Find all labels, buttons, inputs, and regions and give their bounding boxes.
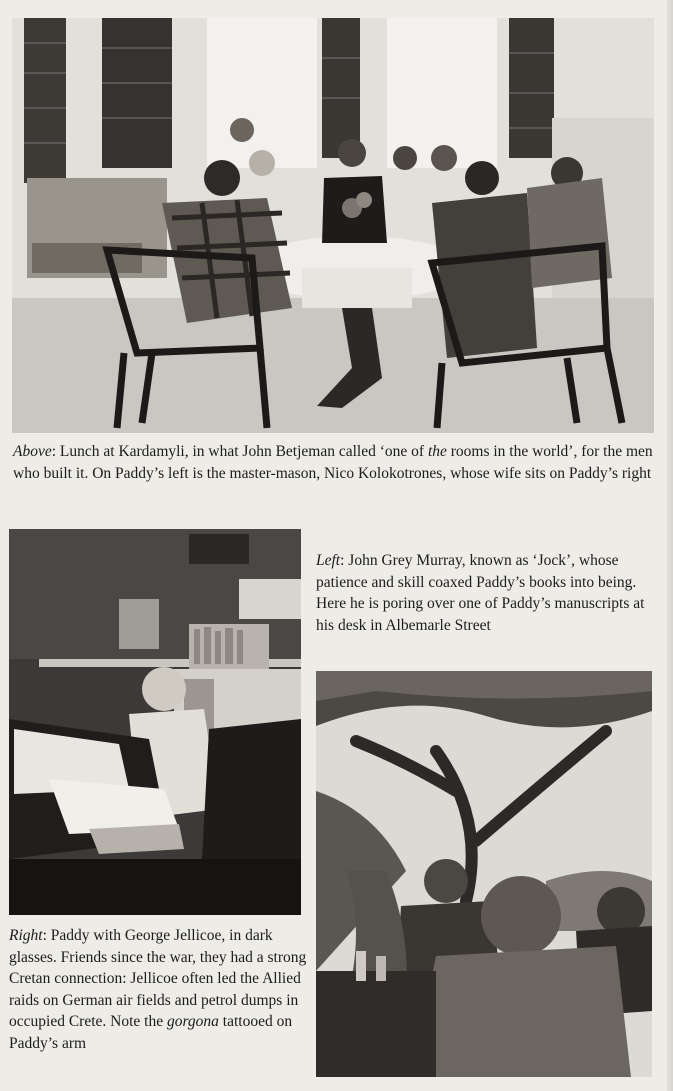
lunch-at-kardamyli-photo <box>12 18 654 433</box>
top-caption-lead: Above <box>13 443 52 460</box>
left-caption-body: : John Grey Murray, known as ‘Jock’, whose patience and skill coaxed Paddy’s books into being. Here he is poring over one of Paddy’s manuscripts at his desk in Albemarle Street <box>316 552 645 634</box>
right-caption-emphasis: gorgona <box>166 1013 219 1030</box>
right-caption <box>9 925 309 1054</box>
top-caption-part1: : Lunch at Kardamyli, in what John Betjeman called ‘one of <box>51 443 428 460</box>
left-caption <box>316 550 656 636</box>
paddy-and-jellicoe-photo <box>316 671 652 1077</box>
page-edge <box>667 0 673 1091</box>
top-caption <box>13 441 653 484</box>
right-caption-lead: Right <box>9 927 43 944</box>
jock-murray-at-desk-photo <box>9 529 301 915</box>
top-caption-part2: rooms in the world’, for the men who built it. On Paddy’s left is the master-mason, Nico Kolokotrones, whose wife sits on Paddy’s right <box>13 443 653 482</box>
top-caption-emphasis: the <box>427 443 447 460</box>
left-caption-lead: Left <box>316 552 341 569</box>
right-caption-part2: tattooed on Paddy’s arm <box>9 1013 293 1052</box>
right-caption-part1: : Paddy with George Jellicoe, in dark glasses. Friends since the war, they had a strong Cretan connection: Jellicoe often led the Allied raids on German air fields and petrol dumps in occupied Crete. Note the <box>9 927 307 1030</box>
